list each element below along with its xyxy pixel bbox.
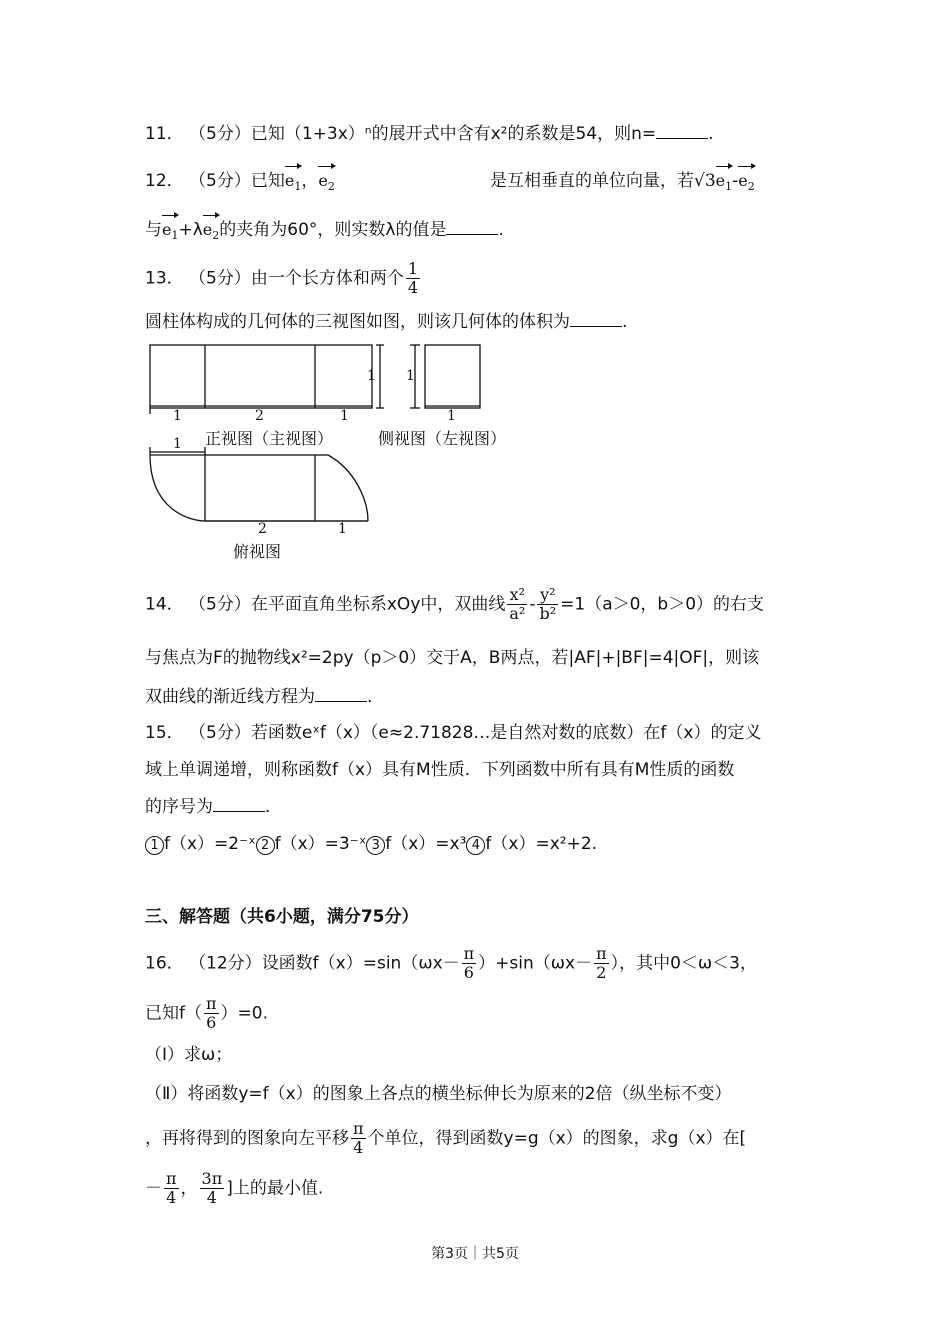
option-marker: 3 — [366, 836, 385, 855]
question-score: （5分） — [189, 124, 251, 144]
vector-e1: $e_1$ — [716, 163, 732, 199]
fraction-pi-2: $\frac{\pi}{2}$ — [596, 944, 607, 982]
dim-label: 2 — [255, 408, 264, 424]
option-text: f（x）=x²+2. — [485, 834, 598, 854]
page-footer: 第3页｜共5页 — [431, 1246, 519, 1262]
period: . — [498, 220, 504, 240]
sqrt-3: √3 — [694, 171, 716, 191]
vector-e2: $e_2$ — [318, 163, 334, 199]
question-text: 设函数f（x）=sin（ωx－ — [261, 953, 460, 974]
comma: ， — [301, 171, 319, 191]
answer-blank[interactable] — [656, 124, 708, 139]
answer-blank[interactable] — [315, 687, 367, 702]
question-text: ]上的最小值. — [226, 1178, 324, 1199]
fraction-pi-6: $\frac{\pi}{6}$ — [206, 994, 217, 1032]
question-text: 个单位，得到函数y=g（x）的图象，求g（x）在[ — [367, 1128, 747, 1149]
answer-blank[interactable] — [213, 797, 265, 812]
question-text: ，再将得到的图象向左平移 — [145, 1128, 349, 1149]
dim-label: 1 — [367, 368, 376, 384]
question-14 — [145, 586, 764, 623]
question-12-line2 — [145, 212, 504, 248]
question-score: （5分） — [189, 268, 251, 289]
fraction-pi-6: $\frac{\pi}{6}$ — [463, 944, 475, 982]
question-text: 是互相垂直的单位向量，若 — [490, 171, 694, 191]
question-16-part1: （Ⅰ）求ω； — [145, 1045, 233, 1065]
fraction-one-quarter: $\frac{1}{4}$ — [407, 259, 419, 297]
question-text: 在平面直角坐标系xOy中，双曲线 — [250, 594, 506, 615]
question-number: 15． — [145, 723, 184, 743]
question-16-line2 — [145, 995, 268, 1032]
question-12 — [145, 163, 335, 199]
option-marker: 2 — [256, 836, 275, 855]
question-text: 已知 — [250, 171, 285, 191]
option-marker: 4 — [466, 836, 485, 855]
question-14-line3 — [145, 685, 372, 709]
three-view-diagram — [140, 340, 520, 565]
top-view-caption: 俯视图 — [233, 542, 282, 561]
question-15-line2: 域上单调递增，则称函数f（x）具有M性质．下列函数中所有具有M性质的函数 — [145, 760, 735, 780]
dim-label: 1 — [173, 408, 182, 424]
question-13-line2 — [145, 310, 627, 334]
fraction-x2-a2: $\frac{\text{x²}}{\text{a²}}$ — [509, 585, 526, 623]
question-score: （5分） — [189, 594, 251, 615]
question-number: 16． — [145, 953, 184, 974]
fraction-y2-b2: $\frac{\text{y²}}{\text{b²}}$ — [539, 585, 557, 623]
period: . — [622, 312, 628, 332]
vector-e1: $e_1$ — [285, 163, 301, 199]
question-12-cont — [490, 163, 755, 199]
question-text: 圆柱体构成的几何体的三视图如图，则该几何体的体积为 — [145, 312, 570, 332]
question-text: ），其中0＜ω＜3， — [610, 953, 757, 974]
question-11 — [145, 122, 714, 146]
vector-e2: $e_2$ — [738, 163, 754, 199]
minus-sign: - — [732, 171, 739, 191]
dim-label: 1 — [173, 436, 182, 452]
question-number: 11． — [145, 124, 184, 144]
dim-label: 1 — [340, 408, 349, 424]
question-text: 双曲线的渐近线方程为 — [145, 687, 315, 707]
question-text: =1（a＞0，b＞0）的右支 — [560, 594, 765, 615]
option-text: f（x）=x³ — [385, 834, 467, 854]
minus-sign: - — [529, 594, 536, 615]
question-14-line2: 与焦点为F的抛物线x²=2py（p＞0）交于A，B两点，若|AF|+|BF|=4|OF|，则该 — [145, 648, 760, 668]
vector-e1: $e_1$ — [162, 212, 178, 248]
question-number: 12． — [145, 171, 184, 191]
section-heading: 三、解答题（共6小题，满分75分） — [145, 907, 419, 927]
question-text: ）=0. — [220, 1003, 268, 1024]
fraction-3pi-4: $\frac{3\pi}{4}$ — [201, 1169, 223, 1207]
question-text: ）+sin（ωx－ — [478, 953, 593, 974]
minus-sign: － — [145, 1178, 162, 1199]
question-text: 由一个长方体和两个 — [250, 268, 404, 289]
dim-label: 2 — [258, 521, 267, 537]
plus-lambda: +λ — [178, 220, 203, 240]
comma: ， — [180, 1178, 198, 1199]
question-text: 的序号为 — [145, 797, 213, 817]
period: . — [367, 687, 373, 707]
question-16 — [145, 945, 757, 982]
question-16-part2: （Ⅱ）将函数y=f（x）的图象上各点的横坐标伸长为原来的2倍（纵坐标不变） — [145, 1084, 732, 1104]
question-score: （5分） — [189, 171, 251, 191]
question-text: 与 — [145, 220, 162, 240]
side-view-caption: 侧视图（左视图） — [378, 429, 507, 448]
option-marker: 1 — [145, 836, 164, 855]
answer-blank[interactable] — [570, 312, 622, 327]
question-13 — [145, 260, 422, 297]
option-text: f（x）=2⁻ˣ — [164, 834, 256, 854]
dim-label: 1 — [338, 521, 347, 537]
question-text: 若函数eˣf（x）（e≈2.71828…是自然对数的底数）在f（x）的定义 — [250, 723, 762, 743]
question-score: （12分） — [189, 953, 262, 974]
vector-e2: $e_2$ — [203, 212, 219, 248]
question-text: 的夹角为60°，则实数λ的值是 — [219, 220, 447, 240]
question-text: 已知（1+3x）ⁿ的展开式中含有x²的系数是54，则n= — [250, 124, 657, 144]
question-15-options — [145, 832, 597, 856]
option-text: f（x）=3⁻ˣ — [274, 834, 367, 854]
question-number: 14． — [145, 594, 184, 615]
question-number: 13． — [145, 268, 184, 289]
period: . — [265, 797, 271, 817]
question-16-line5 — [145, 1120, 746, 1157]
period: . — [708, 124, 714, 144]
question-score: （5分） — [189, 723, 251, 743]
question-15-line3 — [145, 795, 270, 819]
dim-label: 1 — [406, 368, 415, 384]
dim-label: 1 — [447, 408, 456, 424]
question-15 — [145, 721, 761, 745]
answer-blank[interactable] — [446, 220, 498, 235]
fraction-pi-4: $\frac{\pi}{4}$ — [353, 1119, 364, 1157]
fraction-pi-4: $\frac{\pi}{4}$ — [166, 1169, 177, 1207]
question-16-line6 — [145, 1170, 323, 1207]
front-view-caption: 正视图（主视图） — [205, 429, 334, 448]
question-text: 已知f（ — [145, 1003, 202, 1024]
